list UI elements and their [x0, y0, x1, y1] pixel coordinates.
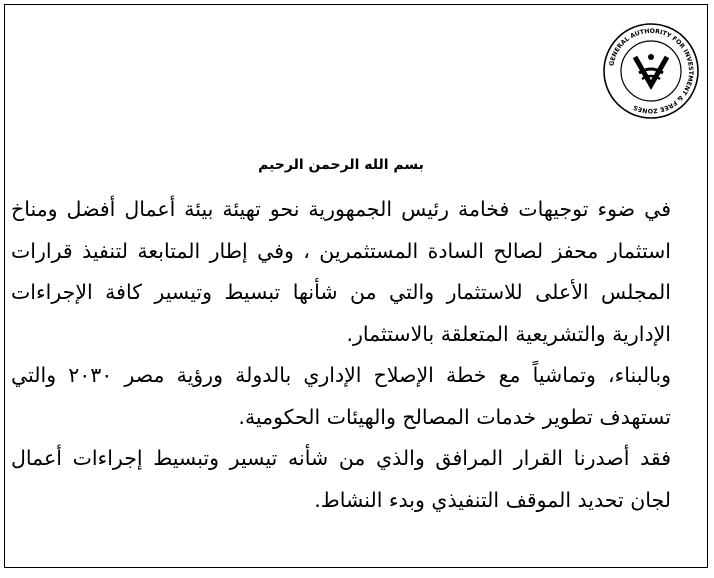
svg-text:GENERAL AUTHORITY FOR INVESTME: GENERAL AUTHORITY FOR INVESTMENT & FREE ZONES — [608, 27, 695, 115]
paragraph-2: وبالبناء، وتماشياً مع خطة الإصلاح الإداري بالدولة ورؤية مصر ٢٠٣٠ والتي تستهدف تطوير خدمات المصالح والهيئات الحكومية. — [11, 363, 671, 429]
authority-seal-icon — [601, 21, 701, 121]
paragraph-1: في ضوء توجيهات فخامة رئيس الجمهورية نحو تهيئة بيئة أعمال أفضل ومناخ استثمار محفز لصالح السادة المستثمرين ، وفي إطار المتابعة لتنفيذ قرارات المجلس الأعلى للاستثمار والتي من شأنها تبسيط وتيسير كافة الإجراءات الإدارية والتشريعية المتعلقة بالاستثمار. — [11, 197, 671, 346]
document-page — [4, 4, 708, 568]
paragraph-3: فقد أصدرنا القرار المرافق والذي من شأنه تيسير وتبسيط إجراءات أعمال لجان تحديد الموقف التنفيذي وبدء النشاط. — [11, 446, 671, 512]
letter-body — [11, 155, 671, 521]
basmala-heading: بسم الله الرحمن الرحيم — [258, 157, 424, 173]
authority-logo — [601, 21, 701, 121]
